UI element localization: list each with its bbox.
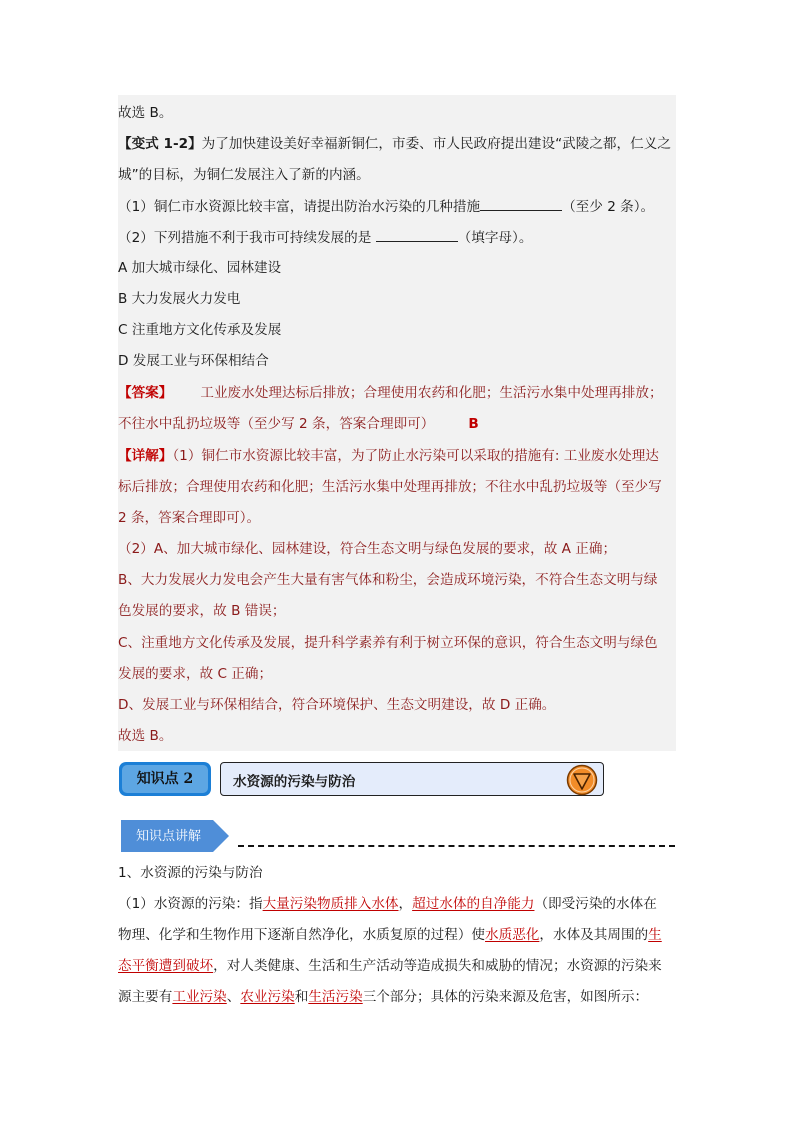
- knowledge-point-title: 水资源的污染与防治: [233, 774, 356, 790]
- answer-blank-1[interactable]: [480, 196, 562, 211]
- detail-line9: D、发展工业与环保相结合，符合环境保护、生态文明建设，故 D 正确。: [118, 697, 556, 713]
- detail-line3: 2 条，答案合理即可）。: [118, 510, 261, 526]
- variant-intro-line2: 城”的目标，为铜仁发展注入了新的内涵。: [118, 167, 370, 183]
- detail-line5: B、大力发展火力发电会产生大量有害气体和粉尘，会造成环境污染，不符合生态文明与绿: [118, 572, 658, 588]
- detail-tag: 【详解】: [118, 448, 173, 464]
- variant-tag: 【变式 1-2】: [118, 136, 202, 152]
- answer-line2: 不往水中乱扔垃圾等（至少写 2 条，答案合理即可） B: [118, 416, 479, 432]
- question-2: （2）下列措施不利于我市可持续发展的是 （填字母）。: [118, 227, 532, 248]
- option-a: A 加大城市绿化、园林建设: [118, 260, 282, 276]
- answer-choice: B: [468, 416, 479, 432]
- question-1: （1）铜仁市水资源比较丰富，请提出防治水污染的几种措施 （至少 2 条）。: [118, 196, 654, 217]
- answer-tag: 【答案】: [118, 385, 173, 401]
- detail-line2: 标后排放；合理使用农药和化肥；生活污水集中处理再排放；不往水中乱扔垃圾等（至少写: [118, 479, 662, 495]
- body-p3: 态平衡遭到破坏，对人类健康、生活和生产活动等造成损失和威胁的情况；水资源的污染来: [118, 958, 662, 974]
- knowledge-point-title-bar: [220, 762, 604, 796]
- top-conclusion: 故选 B。: [118, 105, 173, 121]
- detail-line6: 色发展的要求，故 B 错误；: [118, 603, 286, 619]
- answer-line1: 【答案】 工业废水处理达标后排放；合理使用农药和化肥；生活污水集中处理再排放；: [118, 385, 663, 401]
- option-b: B 大力发展火力发电: [118, 291, 241, 307]
- detail-line1: 【详解】（1）铜仁市水资源比较丰富，为了防止水污染可以采取的措施有: 工业废水处理达: [118, 448, 659, 464]
- detail-line8: 发展的要求，故 C 正确；: [118, 666, 273, 682]
- body-p1: （1）水资源的污染：指大量污染物质排入水体，超过水体的自净能力（即受污染的水体在: [118, 896, 657, 912]
- detail-line4: （2）A、加大城市绿化、园林建设，符合生态文明与绿色发展的要求，故 A 正确；: [118, 541, 617, 557]
- section-divider: [238, 845, 675, 847]
- detail-line10: 故选 B。: [118, 728, 173, 744]
- option-d: D 发展工业与环保相结合: [118, 353, 269, 369]
- body-p4: 源主要有工业污染、农业污染和生活污染三个部分；具体的污染来源及危害，如图所示：: [118, 989, 649, 1005]
- body-p2: 物理、化学和生物作用下逐渐自然净化，水质复原的过程）使水质恶化，水体及其周围的生: [118, 927, 662, 943]
- body-heading: 1、水资源的污染与防治: [118, 865, 263, 881]
- knowledge-point-badge-label: 知识点 2: [122, 765, 208, 793]
- variant-intro-line1: 【变式 1-2】为了加快建设美好幸福新铜仁，市委、市人民政府提出建设“武陵之都，仁义之: [118, 136, 671, 152]
- knowledge-point-badge: [119, 762, 211, 796]
- answer-blank-2[interactable]: [376, 227, 458, 242]
- section-tab-label: 知识点讲解: [136, 829, 202, 844]
- option-c: C 注重地方文化传承及发展: [118, 322, 282, 338]
- down-triangle-circle-icon[interactable]: [566, 764, 598, 800]
- detail-line7: C、注重地方文化传承及发展，提升科学素养有利于树立环保的意识，符合生态文明与绿色: [118, 635, 658, 651]
